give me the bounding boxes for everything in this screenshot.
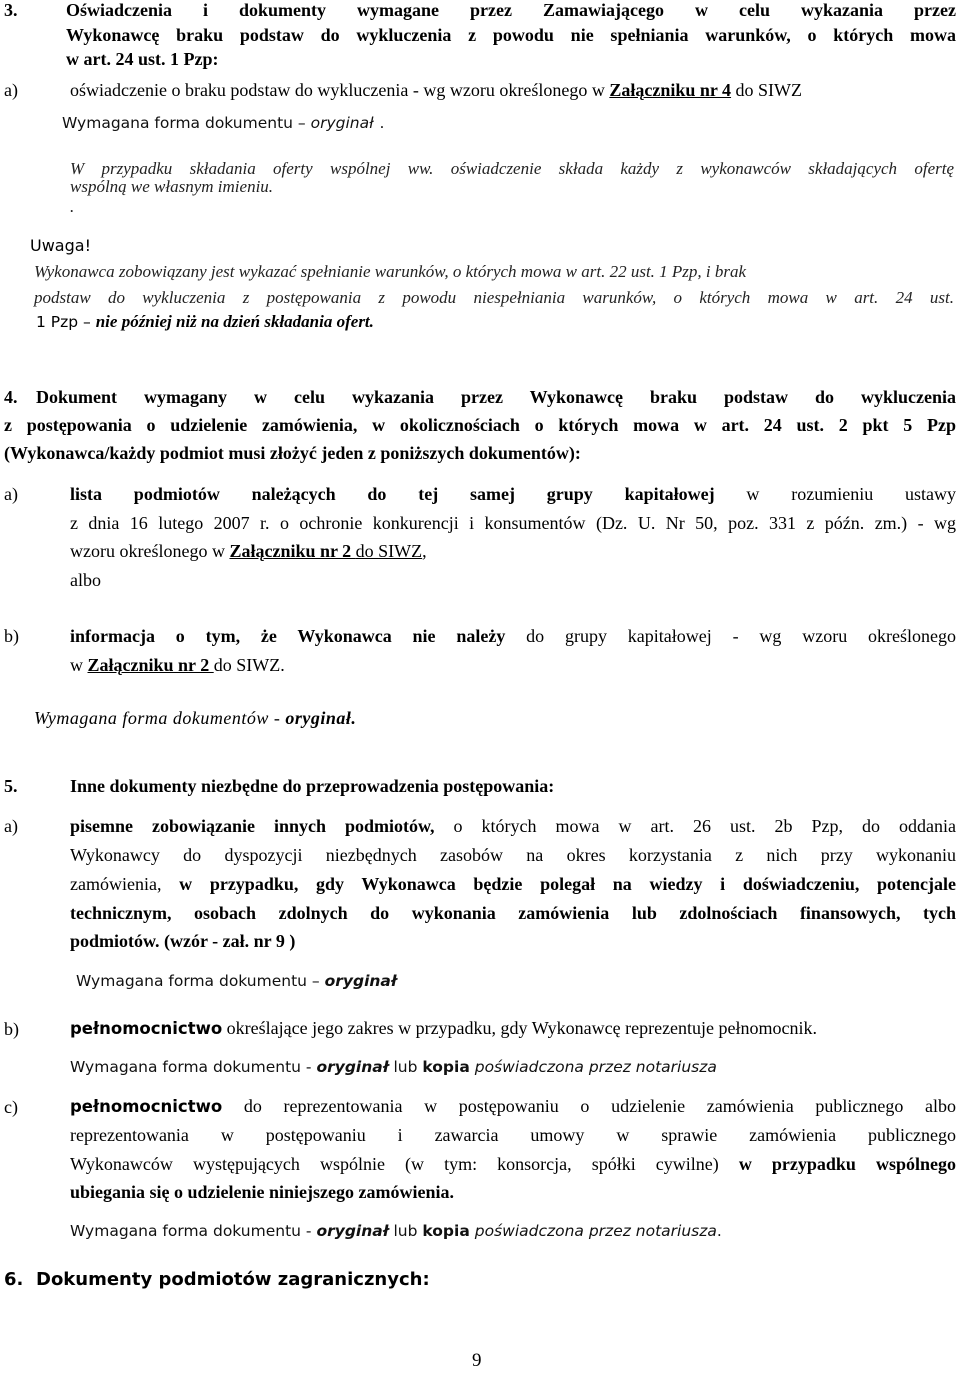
form-label: Wymagana forma dokumentu - xyxy=(70,1222,317,1240)
section-3-note-line-3 xyxy=(36,312,374,332)
a3-bold: w przypadku, gdy Wykonawca będzie polegał na wiedzy i doświadczeniu, potencjale xyxy=(179,874,956,894)
deadline-text: nie później niż na dzień składania ofert. xyxy=(95,312,374,331)
section-3-joint-offer-line-1: W przypadku składania oferty wspólnej ww. oświadczenie składa każdy z wykonawców składających ofertę xyxy=(70,159,954,178)
c3-prefix: Wykonawców występujących wspólnie (w tym: konsorcja, spółki cywilne) xyxy=(70,1154,739,1174)
section-5-item-c-line-2: reprezentowania w postępowaniu i zawarcia umowy w sprawie zamówienia publicznego xyxy=(70,1125,956,1145)
section-3-heading-line-1: Oświadczenia i dokumenty wymagane przez Zamawiającego w celu wykazania przez xyxy=(66,0,956,20)
section-5-item-a-line-5: podmiotów. (wzór - zał. nr 9 ) xyxy=(70,931,296,951)
commitment-text: pisemne zobowiązanie innych podmiotów, xyxy=(70,816,435,836)
section-3-heading-line-3: w art. 24 ust. 1 Pzp: xyxy=(66,49,219,69)
section-5-number: 5. xyxy=(4,776,18,796)
form-value: oryginał xyxy=(310,114,374,132)
form-value: oryginał xyxy=(316,1058,389,1076)
section-4-number: 4. xyxy=(4,387,18,407)
section-4-item-a-label: a) xyxy=(4,484,18,504)
form-kopia: kopia xyxy=(422,1222,470,1240)
form-label: Wymagana forma dokumentu – xyxy=(62,114,311,132)
form-label: Wymagana forma dokumentu - xyxy=(70,1058,317,1076)
c3-bold: w przypadku wspólnego xyxy=(738,1154,956,1174)
section-5-item-c-form xyxy=(70,1222,722,1240)
b2-prefix: w xyxy=(70,655,88,675)
form-mid: lub xyxy=(388,1058,423,1076)
section-3-note-line-1: Wykonawca zobowiązany jest wykazać spełnianie warunków, o których mowa w art. 22 ust. 1 Pzp, i brak xyxy=(34,262,747,281)
section-5-item-c-line-1 xyxy=(70,1092,956,1121)
siwz-link[interactable]: do SIWZ xyxy=(355,541,423,561)
section-5-item-b-line xyxy=(70,1018,817,1039)
section-4-heading-line-1: Dokument wymagany w celu wykazania przez Wykonawcę braku podstaw do wykluczenia xyxy=(36,387,956,407)
section-3-note-title: Uwaga! xyxy=(30,236,91,255)
section-3-item-a-tail: do SIWZ xyxy=(731,80,803,100)
section-3-joint-offer-line-2: wspólną we własnym imieniu. xyxy=(70,177,274,196)
section-5-item-c-label: c) xyxy=(4,1097,18,1117)
section-3-heading-line-2: Wykonawcę braku podstaw do wykluczenia z powodu nie spełniania warunków, o których mowa xyxy=(66,25,956,45)
power-of-attorney: pełnomocnictwo xyxy=(70,1019,223,1038)
section-5-item-a-line-3 xyxy=(70,870,956,899)
form-kopia: kopia xyxy=(422,1058,470,1076)
section-4-heading-line-3: (Wykonawca/każdy podmiot musi złożyć jeden z poniższych dokumentów): xyxy=(4,443,581,463)
section-5-title: Inne dokumenty niezbędne do przeprowadzenia postępowania: xyxy=(70,776,555,796)
form-tail: . xyxy=(379,114,385,132)
section-3-dot: . xyxy=(70,197,75,216)
power-of-attorney-rest: określające jego zakres w przypadku, gdy Wykonawcę reprezentuje pełnomocnik. xyxy=(222,1018,818,1038)
a3-prefix: zamówienia, xyxy=(70,874,180,894)
section-3-item-a xyxy=(70,80,802,101)
form-label: Wymagana forma dokumentu – xyxy=(76,972,325,990)
section-5-item-a-form xyxy=(76,972,397,990)
a3-prefix: wzoru określonego w xyxy=(70,541,230,561)
power-of-attorney-c: pełnomocnictwo xyxy=(70,1097,223,1116)
c1-rest: do reprezentowania w postępowaniu o udzielenie zamówienia publicznego albo xyxy=(222,1096,956,1116)
capital-group-list-rest: w rozumieniu ustawy xyxy=(714,484,956,504)
attachment-4-link[interactable]: Załączniku nr 4 xyxy=(609,80,732,100)
section-3-form-requirement xyxy=(62,114,384,132)
form-value: oryginał. xyxy=(285,708,357,728)
not-member-info: informacja o tym, że Wykonawca nie należy xyxy=(70,626,506,646)
section-4-item-a-line-4: albo xyxy=(70,570,101,590)
section-5-item-b-label: b) xyxy=(4,1019,19,1039)
capital-group-list: lista podmiotów należących do tej samej grupy kapitałowej xyxy=(70,484,715,504)
form-mid: lub xyxy=(388,1222,423,1240)
section-3-number: 3. xyxy=(4,0,18,20)
attachment-2-link-b[interactable]: Załączniku nr 2 xyxy=(87,655,214,675)
form-value: oryginał xyxy=(316,1222,389,1240)
section-5-item-a-line-1 xyxy=(70,812,956,841)
form-value: oryginał xyxy=(324,972,397,990)
section-5-item-c-line-3 xyxy=(70,1150,956,1179)
commitment-rest: o których mowa w art. 26 ust. 2b Pzp, do oddania xyxy=(434,816,957,836)
section-4-item-b-label: b) xyxy=(4,626,19,646)
section-4-item-a-line-2: z dnia 16 lutego 2007 r. o ochronie konkurencji i konsumentów (Dz. U. Nr 50, poz. 331 z późn. zm.) - wg xyxy=(70,513,956,533)
attachment-2-link[interactable]: Załączniku nr 2 xyxy=(229,541,356,561)
section-5-item-b-form xyxy=(70,1058,717,1076)
section-4-item-b-line-2 xyxy=(70,655,285,676)
section-4-item-b-line-1 xyxy=(70,622,956,651)
section-4-heading-line-2: z postępowania o udzielenie zamówienia, w okolicznościach o których mowa w art. 24 ust. 2 pkt 5 Pzp xyxy=(4,415,956,435)
a3-tail: , xyxy=(422,541,427,561)
section-5-item-c-line-4: ubiegania się o udzielenie niniejszego zamówienia. xyxy=(70,1182,454,1202)
section-3-item-a-text: oświadczenie o braku podstaw do wykluczenia - wg wzoru określonego w xyxy=(70,80,610,100)
section-4-item-a-line-1 xyxy=(70,480,956,509)
section-4-item-a-line-3 xyxy=(70,541,427,562)
section-6-title: Dokumenty podmiotów zagranicznych: xyxy=(36,1269,430,1290)
b2-tail: do SIWZ. xyxy=(213,655,285,675)
form-tail: poświadczona przez notariusza xyxy=(469,1222,717,1240)
section-5-item-a-line-4: technicznym, osobach zdolnych do wykonania zamówienia lub zdolnościach finansowych, tych xyxy=(70,903,956,923)
form-tail: poświadczona przez notariusza xyxy=(469,1058,717,1076)
section-5-item-a-line-2: Wykonawcy do dyspozycji niezbędnych zasobów na okres korzystania z nich przy wykonaniu xyxy=(70,845,956,865)
section-3-note-line-2: podstaw do wykluczenia z postępowania z powodu niespełniania warunków, o których mowa w art. 24 ust. xyxy=(34,288,954,307)
form-dot: . xyxy=(716,1222,722,1240)
section-6-number: 6. xyxy=(4,1269,24,1290)
form-label: Wymagana forma dokumentów - xyxy=(34,708,286,728)
page-number: 9 xyxy=(472,1350,482,1371)
section-5-item-a-label: a) xyxy=(4,816,18,836)
not-member-info-rest: do grupy kapitałowej - wg wzoru określonego xyxy=(505,626,956,646)
note-line-3-prefix: 1 Pzp – xyxy=(36,313,96,331)
section-3-item-a-label: a) xyxy=(4,80,18,100)
section-4-form-requirement xyxy=(34,708,356,729)
